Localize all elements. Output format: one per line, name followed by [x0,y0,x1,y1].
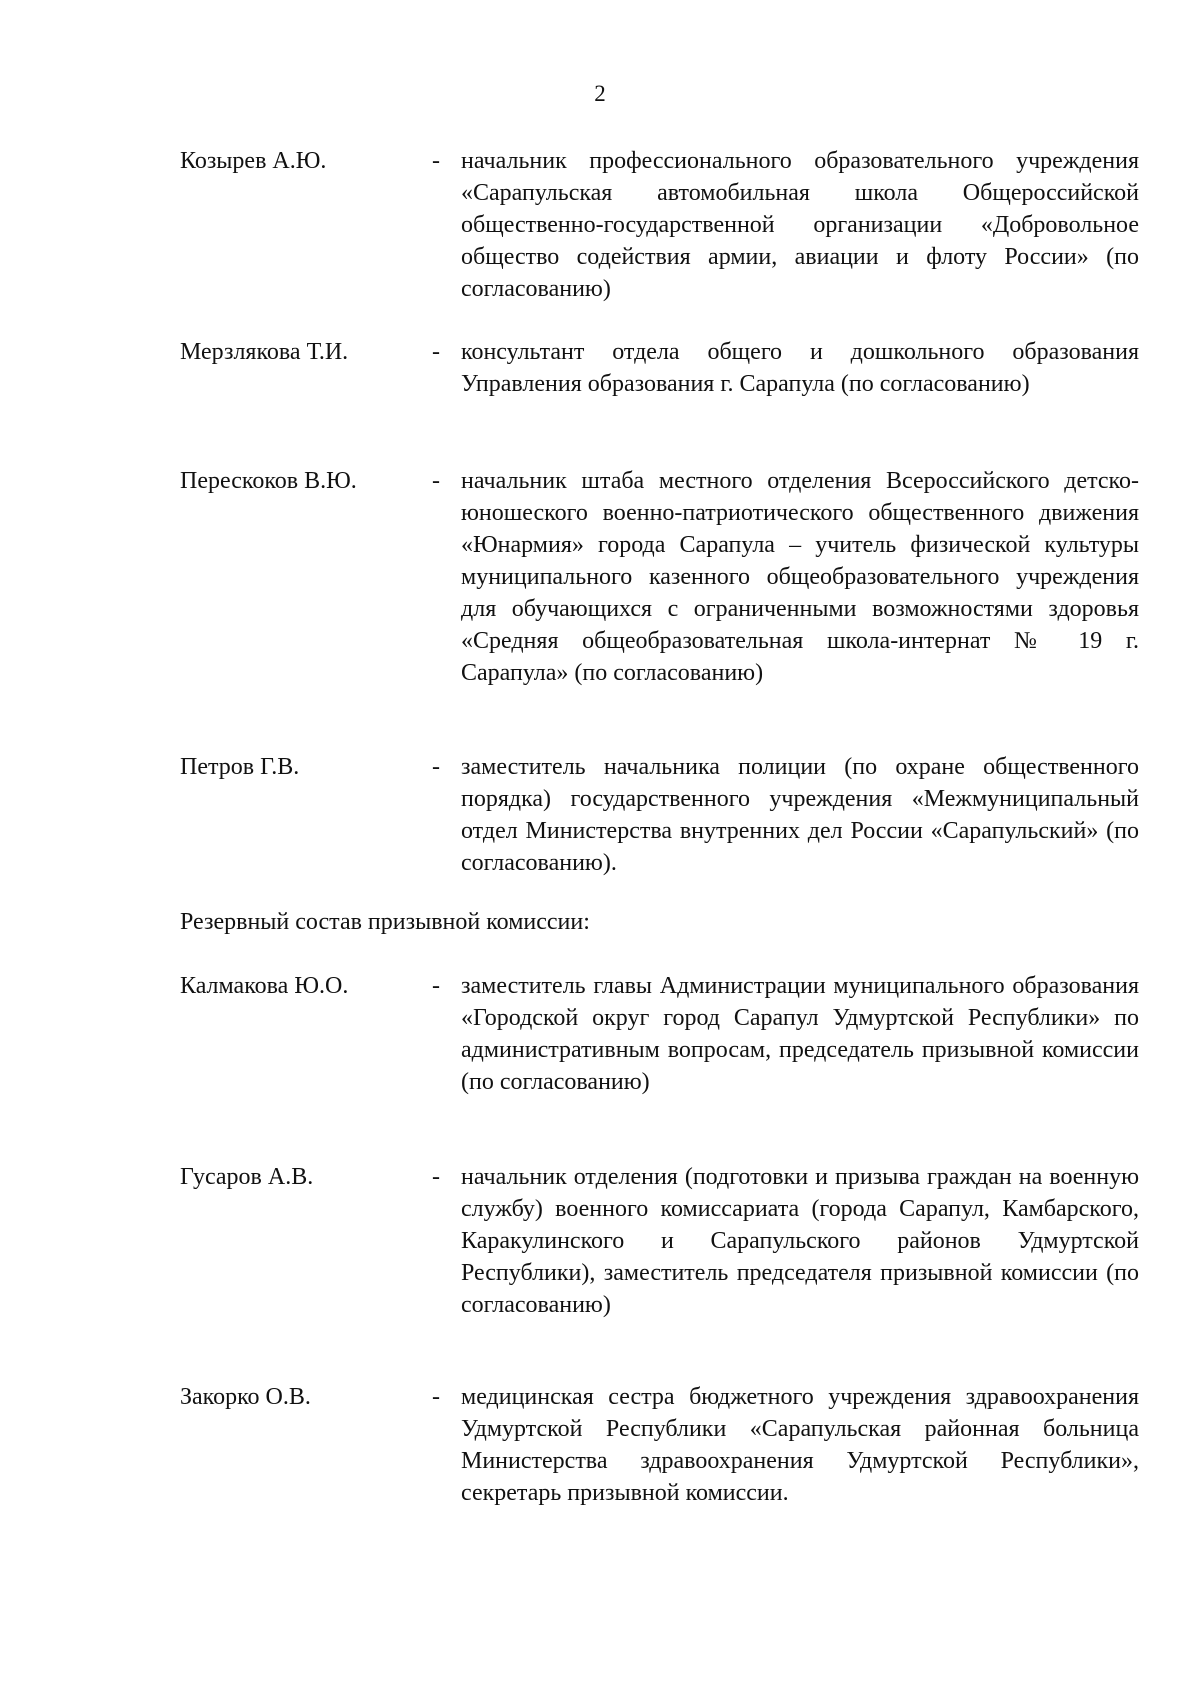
member-name: Гусаров А.В. [180,1164,314,1190]
member-name: Козырев А.Ю. [180,148,327,174]
member-name: Калмакова Ю.О. [180,973,349,999]
entry-dash: - [432,1164,440,1190]
member-name: Петров Г.В. [180,754,300,780]
member-position: заместитель главы Администрации муниципального образования «Городской округ город Сарапул Удмуртской Республики» по административным вопросам, председатель призывной комиссии (по согласованию) [461,973,1139,1095]
member-name: Закорко О.В. [180,1384,311,1410]
member-name: Перескоков В.Ю. [180,468,357,494]
member-name: Мерзлякова Т.И. [180,339,349,365]
member-position: консультант отдела общего и дошкольного образования Управления образования г. Сарапула (по согласованию) [461,339,1139,397]
entry-dash: - [432,754,440,780]
member-position: медицинская сестра бюджетного учреждения здравоохранения Удмуртской Республики «Сарапульская районная больница Министерства здравоохранения Удмуртской Республики», секретарь призывной комиссии. [461,1384,1139,1506]
entry-dash: - [432,468,440,494]
member-position: начальник профессионального образовательного учреждения «Сарапульская автомобильная школа Общероссийской общественно-государственной организации «Добровольное общество содействия армии, авиации и флоту России» (по согласованию) [461,148,1139,302]
member-position: начальник отделения (подготовки и призыва граждан на военную службу) военного комиссариата (города Сарапул, Камбарского, Каракулинского и Сарапульского районов Удмуртской Республики), заместитель председателя призывной комиссии (по согласованию) [461,1164,1139,1318]
member-position: заместитель начальника полиции (по охране общественного порядка) государственного учреждения «Межмуниципальный отдел Министерства внутренних дел России «Сарапульский» (по согласованию). [461,754,1139,876]
reserve-section-heading: Резервный состав призывной комиссии: [180,909,590,935]
entry-dash: - [432,339,440,365]
entry-dash: - [432,148,440,174]
member-position: начальник штаба местного отделения Всероссийского детско-юношеского военно-патриотического общественного движения «Юнармия» города Сарапула – учитель физической культуры муниципального казенного общеобразовательного учреждения для обучающихся с ограниченными возможностями здоровья «Средняя общеобразовательная школа-интернат № 19 г. Сарапула» (по согласованию) [461,468,1139,686]
entry-dash: - [432,1384,440,1410]
entry-dash: - [432,973,440,999]
page-number: 2 [594,81,606,106]
